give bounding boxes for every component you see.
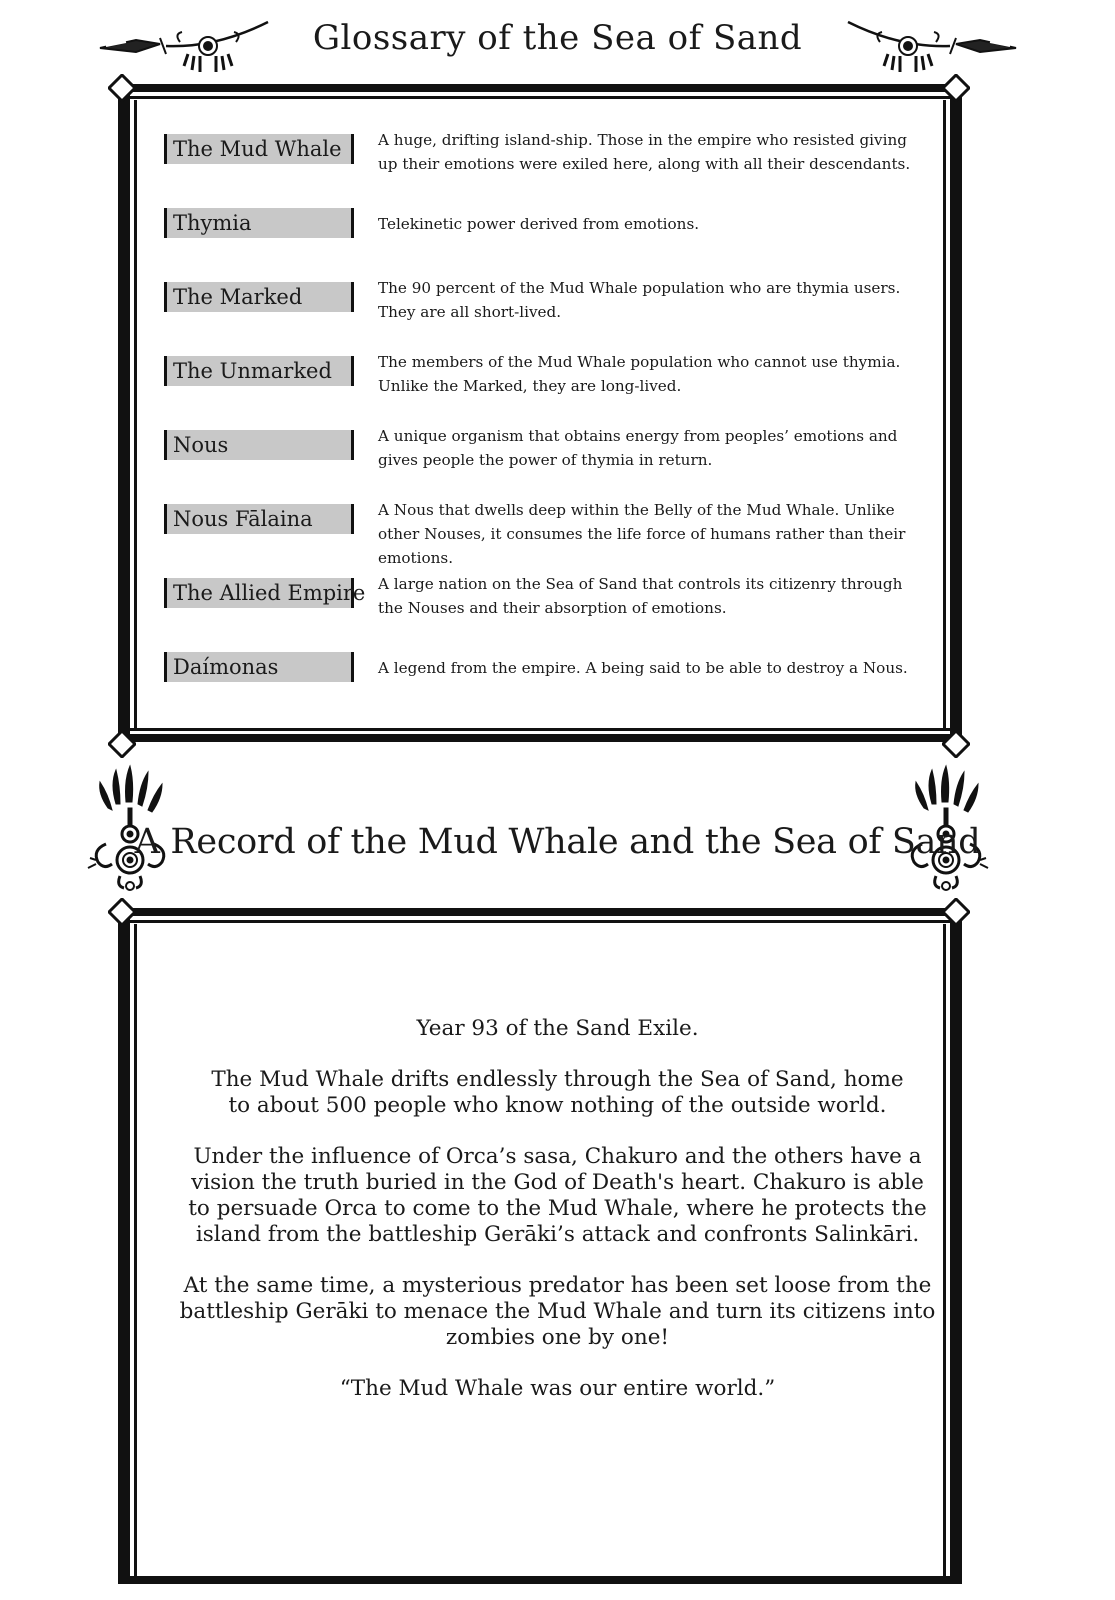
corner-diamond-icon <box>108 730 136 758</box>
glossary-definition: A legend from the empire. A being said to be able to destroy a Nous. <box>378 659 908 677</box>
glossary-entry <box>164 572 934 630</box>
glossary-term: The Marked <box>164 282 354 312</box>
glossary-term: The Unmarked <box>164 356 354 386</box>
frame-left-rule <box>134 924 137 1576</box>
corner-diamond-icon <box>108 898 136 926</box>
record-paragraph: Under the influence of Orca’s sasa, Chakuro and the others have a vision the truth buried in the God of Death's heart. Chakuro is able to persuade Orca to come to the Mud Whale, where he protects the island from the battleship Gerāki’s attack and confronts Salinkāri. <box>188 1144 927 1247</box>
glossary-definition: A Nous that dwells deep within the Belly of the Mud Whale. Unlike other Nouses, it consumes the life force of humans rather than their emotions. <box>378 501 906 567</box>
frame-bottom-bar <box>130 1576 950 1584</box>
record-title: A Record of the Mud Whale and the Sea of Sand <box>134 822 981 862</box>
glossary-title: Glossary of the Sea of Sand <box>312 18 803 58</box>
record-paragraph: The Mud Whale drifts endlessly through the Sea of Sand, home to about 500 people who know nothing of the outside world. <box>211 1067 904 1118</box>
frame-left-rule <box>134 100 137 730</box>
frame-left-post <box>118 916 130 1584</box>
glossary-entry <box>164 498 934 567</box>
glossary-term: Thymia <box>164 208 354 238</box>
frame-top-bar <box>130 908 950 916</box>
frame-right-post <box>950 92 962 742</box>
glossary-entry <box>164 646 934 704</box>
corner-diamond-icon <box>108 74 136 102</box>
glossary-definition: A unique organism that obtains energy from peoples’ emotions and gives people the power of thymia in return. <box>378 427 898 469</box>
glossary-entry <box>164 276 934 334</box>
glossary-definition: The members of the Mud Whale population who cannot use thymia. Unlike the Marked, they are long-lived. <box>378 353 901 395</box>
frame-top-bar <box>130 84 950 92</box>
dagger-ornament-icon <box>840 18 1020 78</box>
glossary-definition: A large nation on the Sea of Sand that controls its citizenry through the Nouses and their absorption of emotions. <box>378 575 903 617</box>
frame-right-rule <box>943 100 946 730</box>
frame-left-post <box>118 92 130 742</box>
frame-top-rule <box>130 96 950 99</box>
dagger-ornament-icon <box>96 18 276 78</box>
record-paragraph: At the same time, a mysterious predator has been set loose from the battleship Gerāki to menace the Mud Whale and turn its citizens into zombies one by one! <box>179 1273 936 1350</box>
glossary-definition: The 90 percent of the Mud Whale population who are thymia users. They are all short-lived. <box>378 279 901 321</box>
frame-bottom-rule <box>130 728 950 731</box>
glossary-term: The Mud Whale <box>164 134 354 164</box>
corner-diamond-icon <box>942 730 970 758</box>
glossary-definition: Telekinetic power derived from emotions. <box>378 215 700 233</box>
glossary-term: Nous Fālaina <box>164 504 354 534</box>
glossary-entry <box>164 424 934 482</box>
record-quote: “The Mud Whale was our entire world.” <box>339 1376 776 1401</box>
frame-top-rule <box>130 920 950 923</box>
frame-bottom-bar <box>130 734 950 742</box>
glossary-term: The Allied Empire <box>164 578 354 608</box>
glossary-term: Nous <box>164 430 354 460</box>
record-summary <box>140 1016 975 1427</box>
glossary-entry <box>164 202 934 260</box>
glossary-term: Daímonas <box>164 652 354 682</box>
corner-diamond-icon <box>942 74 970 102</box>
glossary-entry <box>164 128 934 186</box>
glossary-definition: A huge, drifting island-ship. Those in the empire who resisted giving up their emotions were exiled here, along with all their descendants. <box>378 131 911 173</box>
record-paragraph: Year 93 of the Sand Exile. <box>416 1016 699 1041</box>
glossary-entry <box>164 350 934 408</box>
corner-diamond-icon <box>942 898 970 926</box>
